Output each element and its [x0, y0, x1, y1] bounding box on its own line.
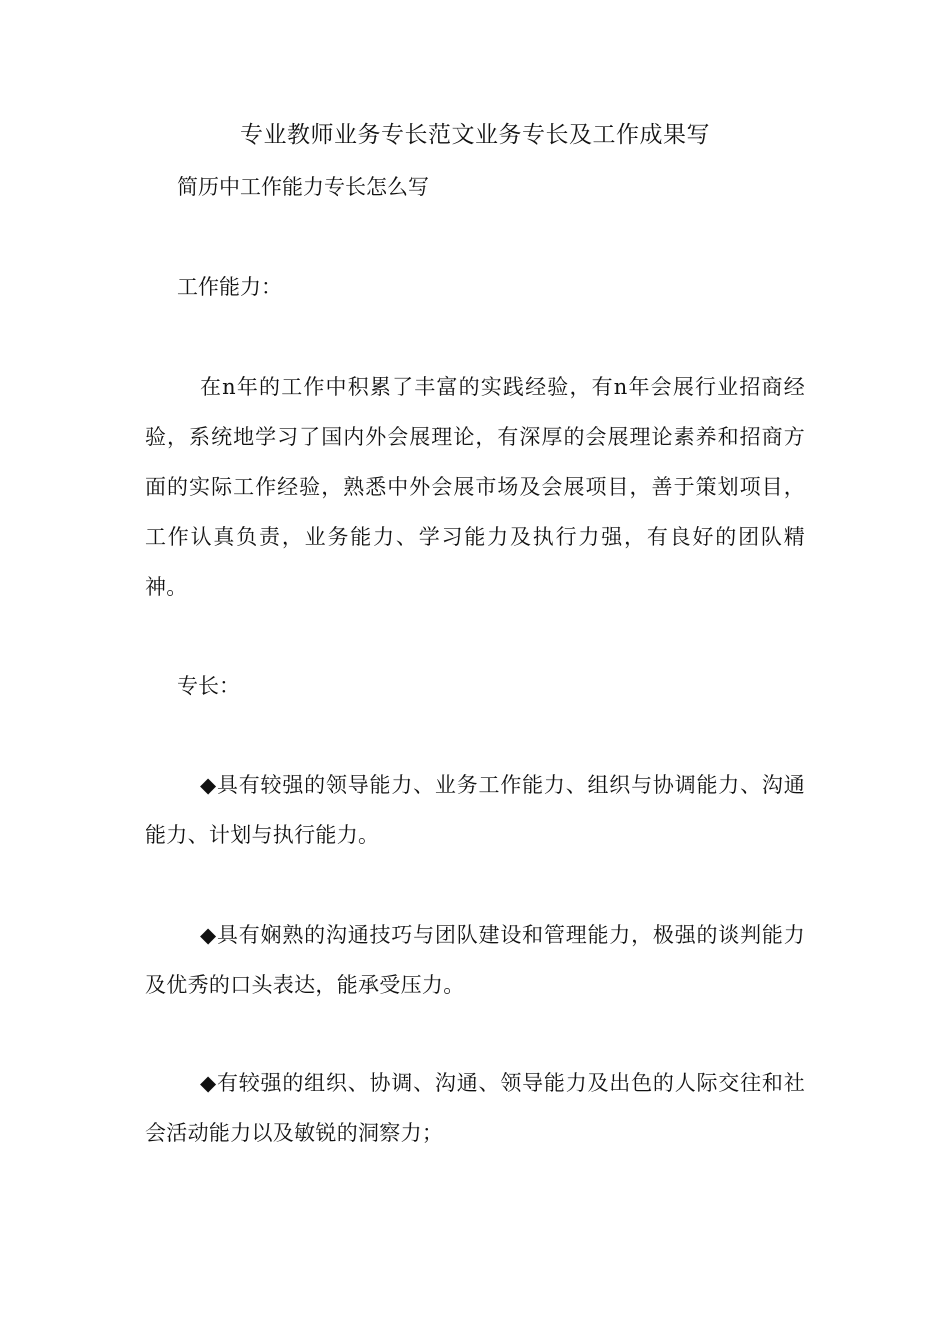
specialty-bullet-item: [145, 760, 805, 860]
specialty-bullet-item: [145, 910, 805, 1010]
ability-paragraph: 在n年的工作中积累了丰富的实践经验，有n年会展行业招商经验，系统地学习了国内外会展理论，有深厚的会展理论素养和招商方面的实际工作经验，熟悉中外会展市场及会展项目，善于策划项目，工作认真负责，业务能力、学习能力及执行力强，有良好的团队精神。: [145, 375, 805, 599]
specialty-bullet-item: [145, 1058, 805, 1158]
specialty-bullet-text: 有较强的组织、协调、沟通、领导能力及出色的人际交往和社会活动能力以及敏锐的洞察力；: [145, 1071, 805, 1145]
specialty-bullet-text: 具有较强的领导能力、业务工作能力、组织与协调能力、沟通能力、计划与执行能力。: [145, 773, 805, 847]
specialty-heading: 专长：: [177, 674, 240, 698]
ability-heading: 工作能力：: [177, 275, 282, 299]
specialty-bullet-text: 具有娴熟的沟通技巧与团队建设和管理能力，极强的谈判能力及优秀的口头表达，能承受压力。: [145, 923, 805, 997]
diamond-bullet-icon: ◆: [200, 773, 217, 797]
diamond-bullet-icon: ◆: [200, 1071, 217, 1095]
document-subtitle: 简历中工作能力专长怎么写: [177, 175, 429, 199]
diamond-bullet-icon: ◆: [200, 923, 217, 947]
document-title: 专业教师业务专长范文业务专长及工作成果写: [240, 122, 710, 148]
